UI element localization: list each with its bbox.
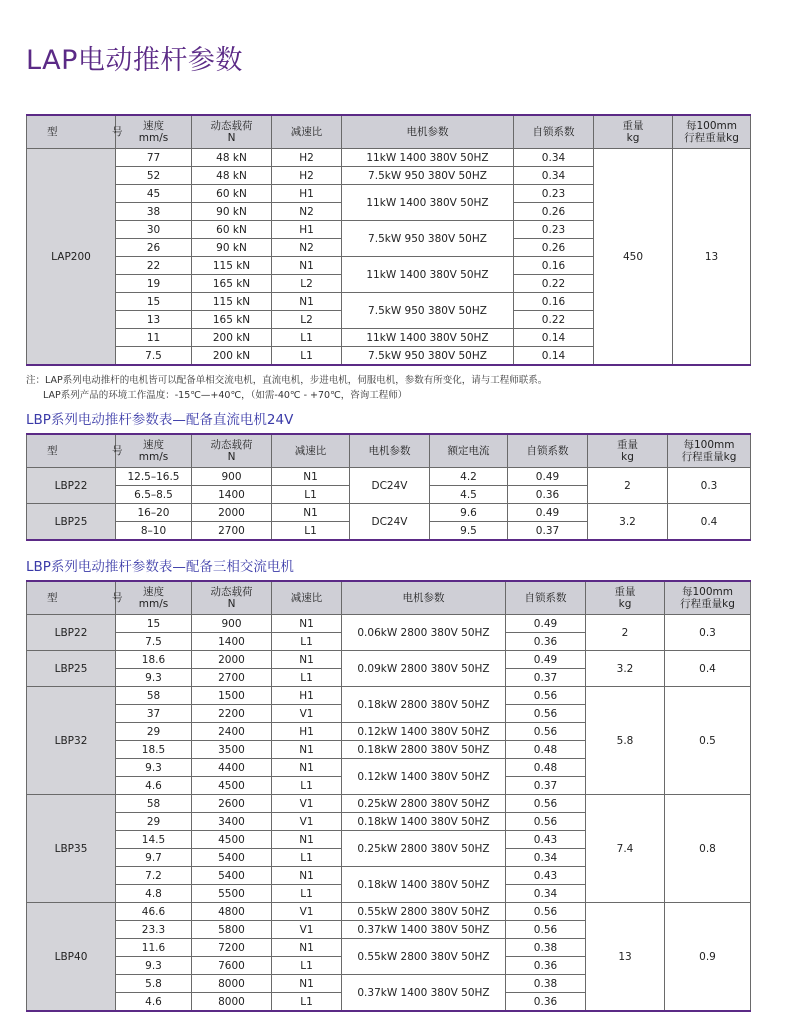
header-speed: 速度 mm/s (116, 434, 192, 468)
motor-cell: 0.37kW 1400 380V 50HZ (342, 921, 506, 939)
table-cell: L1 (272, 486, 350, 504)
table-cell: 165 kN (192, 275, 272, 293)
table-cell: 2700 (192, 522, 272, 541)
table-cell: 0.14 (514, 347, 594, 366)
table-cell: 7200 (192, 939, 272, 957)
per100-cell: 0.8 (665, 795, 751, 903)
motor-cell: 0.12kW 1400 380V 50HZ (342, 759, 506, 795)
table-cell: 0.38 (506, 939, 586, 957)
table-cell: N1 (272, 504, 350, 522)
table-cell: H1 (272, 723, 342, 741)
weight-cell: 5.8 (586, 687, 665, 795)
table-cell: L2 (272, 311, 342, 329)
table-cell: 60 kN (192, 221, 272, 239)
table-cell: H2 (272, 149, 342, 167)
table-cell: 58 (116, 687, 192, 705)
table-cell: 1500 (192, 687, 272, 705)
table-cell: 4.5 (430, 486, 508, 504)
table-cell: 0.43 (506, 831, 586, 849)
model-cell: LBP22 (27, 468, 116, 504)
table-row (27, 615, 751, 633)
table-cell: 4.6 (116, 993, 192, 1012)
motor-cell: 11kW 1400 380V 50HZ (342, 149, 514, 167)
table-cell: 2700 (192, 669, 272, 687)
table-cell: 77 (116, 149, 192, 167)
table-cell: L1 (272, 347, 342, 366)
table-cell: 5800 (192, 921, 272, 939)
header-current: 额定电流 (430, 434, 508, 468)
header-weight: 重量 kg (586, 581, 665, 615)
table-cell: 19 (116, 275, 192, 293)
table-row (27, 795, 751, 813)
table-header-row (27, 581, 751, 615)
table-cell: 7600 (192, 957, 272, 975)
table-cell: 4500 (192, 831, 272, 849)
table-cell: 8000 (192, 975, 272, 993)
table-cell: 0.36 (506, 633, 586, 651)
table-cell: 14.5 (116, 831, 192, 849)
table-cell: 2200 (192, 705, 272, 723)
table-cell: 30 (116, 221, 192, 239)
table-cell: 13 (116, 311, 192, 329)
table-cell: 0.26 (514, 239, 594, 257)
table-cell: L1 (272, 329, 342, 347)
motor-cell: 0.37kW 1400 380V 50HZ (342, 975, 506, 1012)
header-ratio: 减速比 (272, 434, 350, 468)
header-lock: 自锁系数 (508, 434, 588, 468)
weight-cell: 7.4 (586, 795, 665, 903)
table-cell: 0.22 (514, 311, 594, 329)
table-cell: 5400 (192, 849, 272, 867)
table-cell: 0.49 (506, 615, 586, 633)
header-lock: 自锁系数 (514, 115, 594, 149)
motor-cell: 0.55kW 2800 380V 50HZ (342, 903, 506, 921)
table-header-row (27, 115, 751, 149)
header-model: 型 号 (27, 115, 116, 149)
table-cell: 0.34 (506, 885, 586, 903)
table-cell: 115 kN (192, 293, 272, 311)
header-lock: 自锁系数 (506, 581, 586, 615)
table-cell: 165 kN (192, 311, 272, 329)
table-cell: 18.6 (116, 651, 192, 669)
table-cell: H2 (272, 167, 342, 185)
note-line-2: LAP系列产品的环境工作温度：-15℃—+40℃，（如需-40℃ - +70℃，咨询工程师） (43, 390, 408, 401)
model-cell: LBP22 (27, 615, 116, 651)
table-cell: 0.22 (514, 275, 594, 293)
lap-spec-table (26, 114, 751, 366)
header-load: 动态载荷 N (192, 581, 272, 615)
table-cell: L2 (272, 275, 342, 293)
table-cell: H1 (272, 687, 342, 705)
table-cell: 0.16 (514, 293, 594, 311)
table-cell: 0.16 (514, 257, 594, 275)
table-cell: 5500 (192, 885, 272, 903)
header-motor: 电机参数 (350, 434, 430, 468)
table-cell: N1 (272, 939, 342, 957)
table-cell: 15 (116, 615, 192, 633)
table-row (27, 149, 751, 167)
header-speed: 速度 mm/s (116, 115, 192, 149)
table-cell: L1 (272, 885, 342, 903)
table-cell: 0.48 (506, 759, 586, 777)
table-cell: 4.8 (116, 885, 192, 903)
table-cell: N1 (272, 741, 342, 759)
motor-cell: 0.25kW 2800 380V 50HZ (342, 831, 506, 867)
table-cell: 6.5–8.5 (116, 486, 192, 504)
table-cell: 16–20 (116, 504, 192, 522)
table-cell: 7.2 (116, 867, 192, 885)
table-row (27, 687, 751, 705)
per100-cell: 0.4 (668, 504, 751, 541)
table-cell: 0.56 (506, 687, 586, 705)
table-cell: 0.34 (514, 149, 594, 167)
table-cell: 115 kN (192, 257, 272, 275)
table-cell: N1 (272, 831, 342, 849)
table-cell: 4400 (192, 759, 272, 777)
table-cell: 52 (116, 167, 192, 185)
table-cell: 0.36 (506, 993, 586, 1012)
table-cell: 5400 (192, 867, 272, 885)
table-cell: 11 (116, 329, 192, 347)
table-cell: 4500 (192, 777, 272, 795)
motor-cell: 0.12kW 1400 380V 50HZ (342, 723, 506, 741)
per100-cell: 0.4 (665, 651, 751, 687)
motor-cell: 0.18kW 1400 380V 50HZ (342, 813, 506, 831)
header-per100: 每100mm 行程重量kg (668, 434, 751, 468)
table-cell: N1 (272, 293, 342, 311)
table-cell: 0.49 (508, 504, 588, 522)
table-cell: 18.5 (116, 741, 192, 759)
table-cell: 2600 (192, 795, 272, 813)
table-cell: 0.14 (514, 329, 594, 347)
header-speed: 速度 mm/s (116, 581, 192, 615)
table-cell: 46.6 (116, 903, 192, 921)
table-cell: 0.37 (506, 777, 586, 795)
lbp-ac-spec-table (26, 580, 751, 1012)
motor-cell: DC24V (350, 504, 430, 541)
table-cell: L1 (272, 777, 342, 795)
motor-cell: 7.5kW 950 380V 50HZ (342, 347, 514, 366)
motor-cell: 0.55kW 2800 380V 50HZ (342, 939, 506, 975)
table-cell: N1 (272, 615, 342, 633)
table-row (27, 651, 751, 669)
note-line-1: 注：LAP系列电动推杆的电机皆可以配备单相交流电机，直流电机，步进电机，伺服电机，参数有所变化，请与工程师联系。 (26, 375, 548, 386)
per100-cell: 0.5 (665, 687, 751, 795)
section-title-ac: LBP系列电动推杆参数表—配备三相交流电机 (26, 559, 294, 575)
header-ratio: 减速比 (272, 115, 342, 149)
per100-cell: 0.3 (668, 468, 751, 504)
motor-cell: 11kW 1400 380V 50HZ (342, 257, 514, 293)
table-cell: 0.56 (506, 795, 586, 813)
table-cell: 900 (192, 468, 272, 486)
model-cell: LBP25 (27, 504, 116, 541)
motor-cell: 7.5kW 950 380V 50HZ (342, 293, 514, 329)
table-cell: 90 kN (192, 203, 272, 221)
table-cell: 9.6 (430, 504, 508, 522)
table-cell: 48 kN (192, 149, 272, 167)
table-cell: H1 (272, 185, 342, 203)
weight-cell: 3.2 (586, 651, 665, 687)
table-cell: 7.5 (116, 347, 192, 366)
lbp-dc-spec-table (26, 433, 751, 541)
model-cell: LBP35 (27, 795, 116, 903)
motor-cell: 0.06kW 2800 380V 50HZ (342, 615, 506, 651)
table-cell: V1 (272, 795, 342, 813)
model-cell: LBP32 (27, 687, 116, 795)
table-cell: 0.56 (506, 813, 586, 831)
table-cell: L1 (272, 993, 342, 1012)
table-cell: 15 (116, 293, 192, 311)
table-cell: 0.56 (506, 903, 586, 921)
table-cell: 7.5 (116, 633, 192, 651)
table-cell: 0.36 (508, 486, 588, 504)
table-cell: 9.3 (116, 957, 192, 975)
table-cell: L1 (272, 849, 342, 867)
header-load: 动态载荷 N (192, 115, 272, 149)
per100-cell: 0.9 (665, 903, 751, 1012)
table-cell: 5.8 (116, 975, 192, 993)
table-cell: 0.56 (506, 921, 586, 939)
per100-cell: 13 (673, 149, 751, 366)
table-cell: 0.49 (506, 651, 586, 669)
table-cell: V1 (272, 813, 342, 831)
table-cell: 0.34 (514, 167, 594, 185)
table-cell: 60 kN (192, 185, 272, 203)
motor-cell: 0.25kW 2800 380V 50HZ (342, 795, 506, 813)
table-cell: 900 (192, 615, 272, 633)
table-cell: 200 kN (192, 329, 272, 347)
table-cell: N1 (272, 257, 342, 275)
table-cell: N1 (272, 651, 342, 669)
header-model: 型 号 (27, 434, 116, 468)
header-ratio: 减速比 (272, 581, 342, 615)
table-cell: 37 (116, 705, 192, 723)
motor-cell: 0.18kW 1400 380V 50HZ (342, 867, 506, 903)
table-cell: L1 (272, 669, 342, 687)
table-cell: 90 kN (192, 239, 272, 257)
table-cell: 9.3 (116, 669, 192, 687)
table-cell: 0.36 (506, 957, 586, 975)
table-cell: N2 (272, 239, 342, 257)
weight-cell: 3.2 (588, 504, 668, 541)
table-cell: 4.6 (116, 777, 192, 795)
model-cell: LBP25 (27, 651, 116, 687)
notes (26, 373, 547, 403)
table-cell: 0.26 (514, 203, 594, 221)
header-per100: 每100mm 行程重量kg (673, 115, 751, 149)
model-cell: LBP40 (27, 903, 116, 1012)
table-cell: N1 (272, 975, 342, 993)
table-cell: N1 (272, 867, 342, 885)
motor-cell: 7.5kW 950 380V 50HZ (342, 167, 514, 185)
table-header-row (27, 434, 751, 468)
table-cell: 0.49 (508, 468, 588, 486)
table-cell: 0.34 (506, 849, 586, 867)
table-cell: 2000 (192, 651, 272, 669)
table-cell: 0.37 (506, 669, 586, 687)
weight-cell: 2 (588, 468, 668, 504)
table-cell: 2000 (192, 504, 272, 522)
table-cell: 29 (116, 813, 192, 831)
header-weight: 重量 kg (594, 115, 673, 149)
table-cell: 9.3 (116, 759, 192, 777)
table-cell: 0.38 (506, 975, 586, 993)
table-cell: 3400 (192, 813, 272, 831)
table-row (27, 504, 751, 522)
table-cell: 45 (116, 185, 192, 203)
table-cell: L1 (272, 633, 342, 651)
motor-cell: 11kW 1400 380V 50HZ (342, 185, 514, 221)
table-cell: 8–10 (116, 522, 192, 541)
table-cell: 4800 (192, 903, 272, 921)
table-cell: N1 (272, 468, 350, 486)
table-cell: 29 (116, 723, 192, 741)
table-cell: V1 (272, 705, 342, 723)
header-motor: 电机参数 (342, 581, 506, 615)
motor-cell: 0.18kW 2800 380V 50HZ (342, 741, 506, 759)
table-cell: 38 (116, 203, 192, 221)
table-cell: L1 (272, 522, 350, 541)
table-cell: V1 (272, 921, 342, 939)
table-cell: N1 (272, 759, 342, 777)
table-cell: 22 (116, 257, 192, 275)
model-cell: LAP200 (27, 149, 116, 366)
table-cell: 26 (116, 239, 192, 257)
table-cell: 23.3 (116, 921, 192, 939)
table-cell: 0.37 (508, 522, 588, 541)
weight-cell: 2 (586, 615, 665, 651)
table-cell: 1400 (192, 486, 272, 504)
section-title-dc: LBP系列电动推杆参数表—配备直流电机24V (26, 412, 294, 428)
motor-cell: 0.09kW 2800 380V 50HZ (342, 651, 506, 687)
header-weight: 重量 kg (588, 434, 668, 468)
per100-cell: 0.3 (665, 615, 751, 651)
table-cell: 3500 (192, 741, 272, 759)
table-cell: 0.43 (506, 867, 586, 885)
page-title: LAP电动推杆参数 (26, 45, 243, 76)
table-cell: V1 (272, 903, 342, 921)
table-cell: 9.7 (116, 849, 192, 867)
table-cell: 0.56 (506, 723, 586, 741)
table-cell: 4.2 (430, 468, 508, 486)
table-row (27, 903, 751, 921)
table-cell: 2400 (192, 723, 272, 741)
table-cell: 0.48 (506, 741, 586, 759)
table-cell: 9.5 (430, 522, 508, 541)
header-motor: 电机参数 (342, 115, 514, 149)
table-cell: 0.23 (514, 185, 594, 203)
table-cell: H1 (272, 221, 342, 239)
table-cell: 0.56 (506, 705, 586, 723)
header-per100: 每100mm 行程重量kg (665, 581, 751, 615)
table-cell: 0.23 (514, 221, 594, 239)
table-cell: N2 (272, 203, 342, 221)
motor-cell: 7.5kW 950 380V 50HZ (342, 221, 514, 257)
header-model: 型 号 (27, 581, 116, 615)
weight-cell: 450 (594, 149, 673, 366)
weight-cell: 13 (586, 903, 665, 1012)
motor-cell: 0.18kW 2800 380V 50HZ (342, 687, 506, 723)
table-cell: 8000 (192, 993, 272, 1012)
table-cell: 12.5–16.5 (116, 468, 192, 486)
motor-cell: DC24V (350, 468, 430, 504)
motor-cell: 11kW 1400 380V 50HZ (342, 329, 514, 347)
table-cell: 58 (116, 795, 192, 813)
table-cell: 1400 (192, 633, 272, 651)
table-cell: 48 kN (192, 167, 272, 185)
table-row (27, 468, 751, 486)
header-load: 动态载荷 N (192, 434, 272, 468)
table-cell: 200 kN (192, 347, 272, 366)
table-cell: L1 (272, 957, 342, 975)
table-cell: 11.6 (116, 939, 192, 957)
